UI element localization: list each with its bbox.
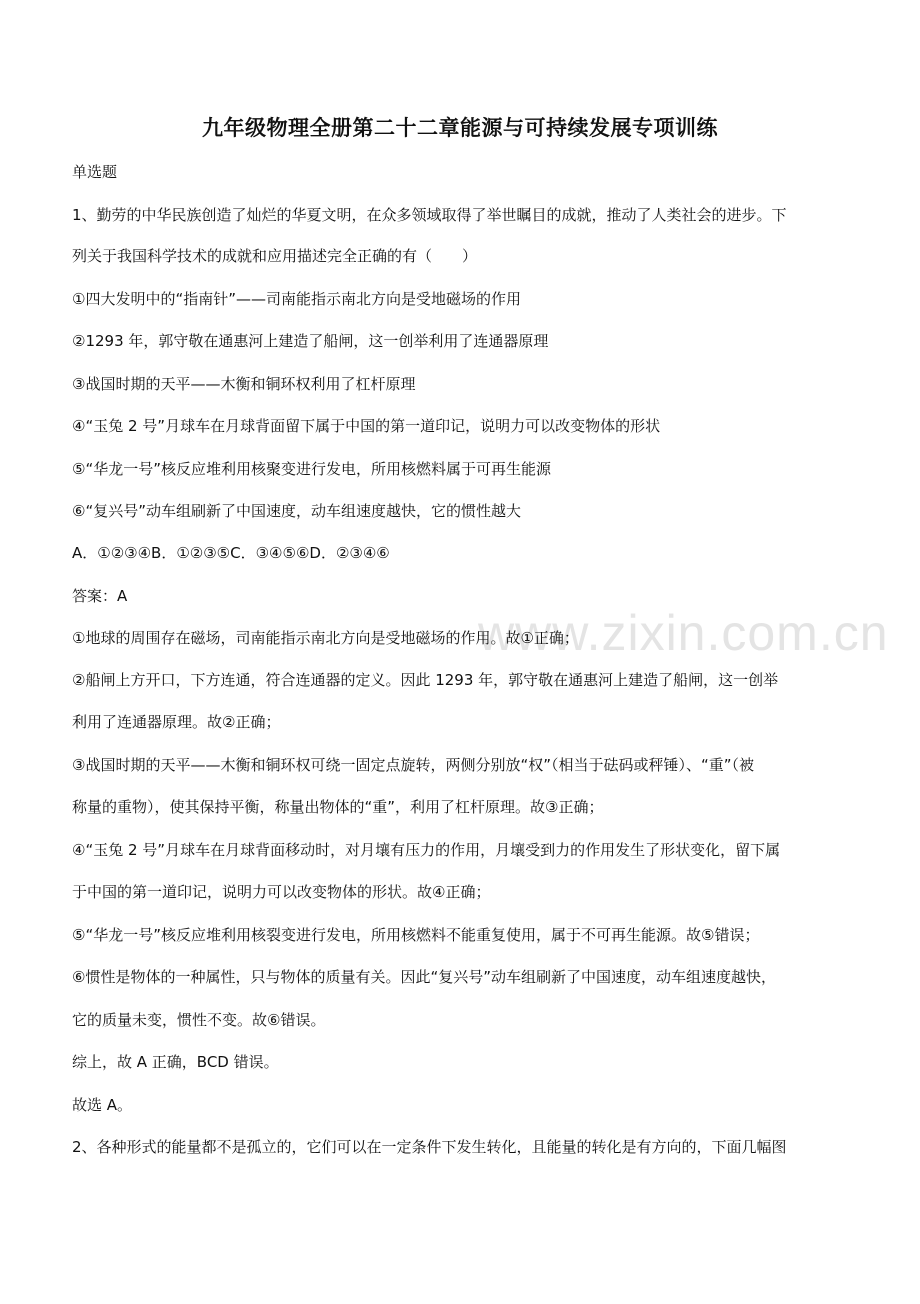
statement-5: ⑤“华龙一号”核反应堆利用核聚变进行发电，所用核燃料属于可再生能源: [72, 460, 551, 478]
statement-4: ④“玉兔 2 号”月球车在月球背面留下属于中国的第一道印记，说明力可以改变物体的形状: [72, 417, 661, 435]
statement-3: ③战国时期的天平——木衡和铜环权利用了杠杆原理: [72, 375, 416, 393]
explanation-4-line-2: 于中国的第一道印记，说明力可以改变物体的形状。故④正确；: [72, 883, 491, 901]
page-title: 九年级物理全册第二十二章能源与可持续发展专项训练: [202, 116, 718, 140]
question-2-line-1: 2、各种形式的能量都不是孤立的，它们可以在一定条件下发生转化，且能量的转化是有方向的，下面几幅图: [72, 1138, 787, 1156]
explanation-6-line-2: 它的质量未变，惯性不变。故⑥错误。: [72, 1011, 326, 1029]
answer-options: A．①②③④B．①②③⑤C．③④⑤⑥D．②③④⑥: [72, 544, 390, 562]
explanation-3-line-1: ③战国时期的天平——木衡和铜环权可绕一固定点旋转，两侧分别放“权”（相当于砝码或秤锤）、“重”（被: [72, 756, 755, 774]
explanation-3-line-2: 称量的重物），使其保持平衡，称量出物体的“重”，利用了杠杆原理。故③正确；: [72, 798, 604, 816]
question-1-line-1: 1、勤劳的中华民族创造了灿烂的华夏文明，在众多领域取得了举世瞩目的成就，推动了人类社会的进步。下: [72, 206, 787, 224]
question-1-line-2: 列关于我国科学技术的成就和应用描述完全正确的有（ ）: [72, 247, 478, 265]
summary: 综上，故 A 正确，BCD 错误。: [72, 1053, 279, 1071]
explanation-6-line-1: ⑥惯性是物体的一种属性，只与物体的质量有关。因此“复兴号”动车组刷新了中国速度，动车组速度越快，: [72, 968, 776, 986]
watermark: www.zixin.com.cn: [478, 605, 889, 661]
explanation-2-line-2: 利用了连通器原理。故②正确；: [72, 713, 281, 731]
explanation-4-line-1: ④“玉兔 2 号”月球车在月球背面移动时，对月壤有压力的作用，月壤受到力的作用发生了形状变化，留下属: [72, 841, 781, 859]
statement-1: ①四大发明中的“指南针”——司南能指示南北方向是受地磁场的作用: [72, 290, 521, 308]
statement-6: ⑥“复兴号”动车组刷新了中国速度，动车组速度越快，它的惯性越大: [72, 502, 521, 520]
explanation-1: ①地球的周围存在磁场，司南能指示南北方向是受地磁场的作用。故①正确；: [72, 629, 579, 647]
section-heading: 单选题: [72, 163, 118, 181]
statement-2: ②1293 年，郭守敬在通惠河上建造了船闸，这一创举利用了连通器原理: [72, 332, 549, 350]
final-choice: 故选 A。: [72, 1096, 133, 1114]
explanation-2-line-1: ②船闸上方开口，下方连通，符合连通器的定义。因此 1293 年，郭守敬在通惠河上建造了船闸，这一创举: [72, 671, 779, 689]
answer: 答案：A: [72, 587, 128, 605]
explanation-5: ⑤“华龙一号”核反应堆利用核裂变进行发电，所用核燃料不能重复使用，属于不可再生能源。故⑤错误；: [72, 926, 760, 944]
